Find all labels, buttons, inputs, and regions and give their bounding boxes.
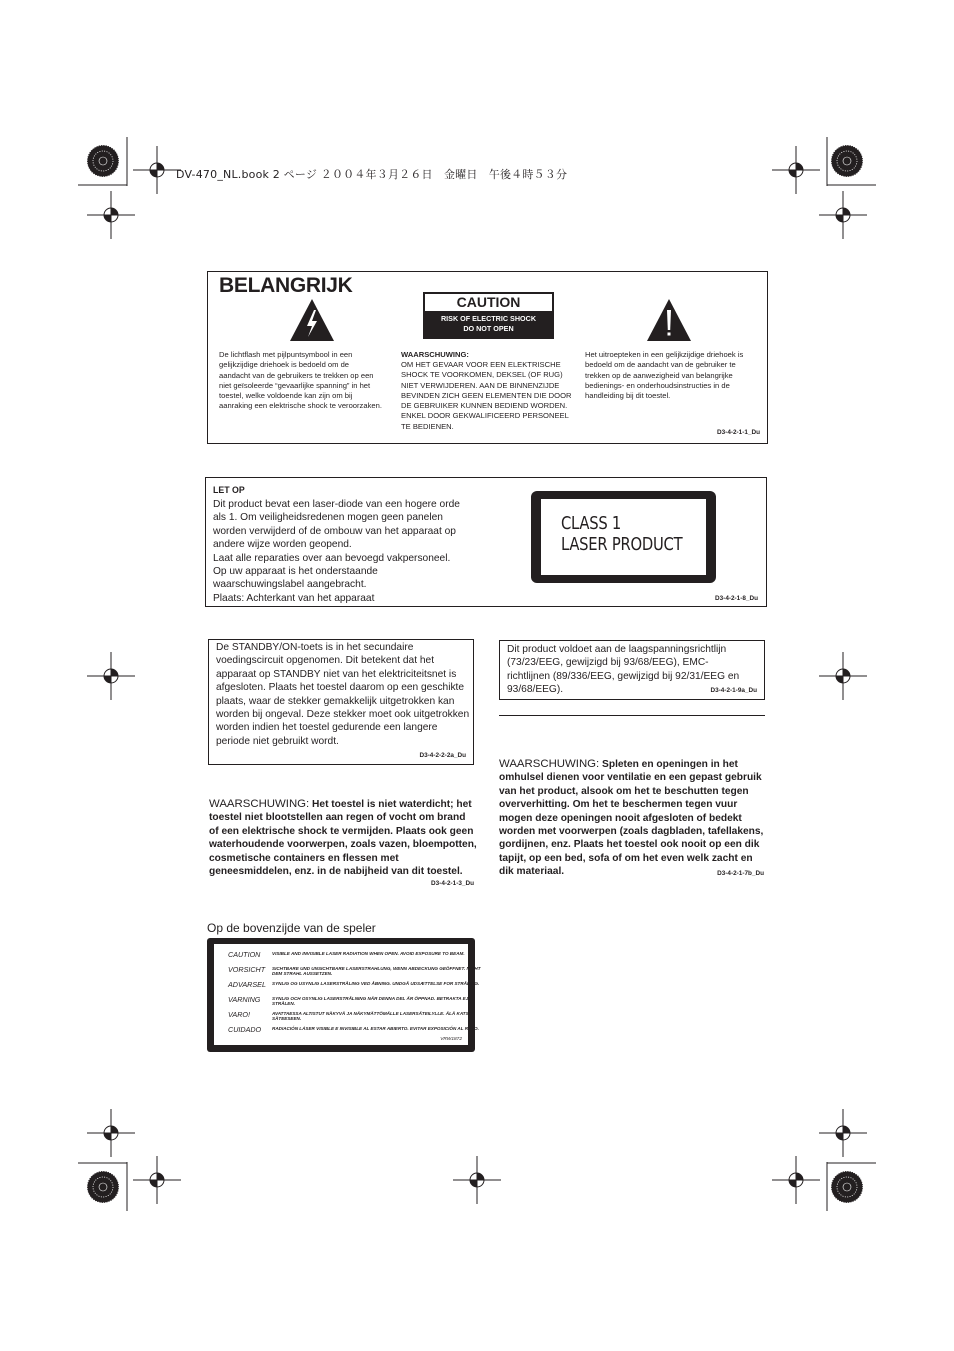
warning-row-label: VARNING	[228, 995, 261, 1004]
let-op-box	[205, 477, 767, 607]
vent-warning-heading: WAARSCHUWING:	[499, 758, 600, 770]
vent-warning-text: Spleten en openingen in het omhulsel dienen voor ventilatie en een gepast gebruik van het product, alsook om het te beschutten tegen oververhitting. Om het te beschermen tegen vuur mogen deze openingen nooit afgesloten of bedekt worden met voorwerpen (zoals dagbladen, tafellakens, gordijnen, enz. Plaats het toestel ook nooit op een dik tapijt, op een bed, sofa of om het even welk zacht en dik materiaal.	[499, 759, 764, 878]
top-laser-warning-label	[207, 938, 481, 1052]
let-op-line: Op uw apparaat is het onderstaande	[213, 566, 378, 578]
vent-warning	[499, 758, 765, 879]
warning-row-label: ADVARSEL	[228, 980, 266, 989]
warning-row	[228, 1025, 479, 1039]
waarschuwing-heading: WAARSCHUWING:	[401, 350, 469, 359]
exclamation-explanation: Het uitroepteken in een gelijkzijdige driehoek is bedoeld om de aandacht van de gebruiker te trekken op de aanwezigheid van belangrijke bedienings- en onderhoudsinstructies in de handleiding bij dit toestel.	[585, 350, 744, 401]
caution-label-line1: RISK OF ELECTRIC SHOCK	[440, 314, 537, 323]
class1-laser-label-inner	[541, 499, 706, 575]
warning-row	[228, 950, 474, 964]
let-op-line: als 1. Om veiligheidsredenen mogen geen panelen	[213, 512, 443, 524]
caution-label	[423, 292, 554, 339]
top-laser-warning-label-inner	[214, 944, 481, 1045]
let-op-line: Plaats: Achterkant van het apparaat	[213, 592, 375, 604]
lightning-explanation: De lichtflash met pijlpuntsymbool in een gelijkzijdige driehoek is bedoeld om de aandacht van de gebruikers te trekken op een niet geïsoleerde “gevaarlijke spanning” in het toestel, welke voldoende kan zijn om bij aanraking een elektrische shock te veroorzaken.	[219, 350, 382, 411]
water-warning	[209, 798, 477, 887]
shock-warning-text: OM HET GEVAAR VOOR EEN ELEKTRISCHE SHOCK TE VOORKOMEN, DEKSEL (OF RUG) NIET VERWIJDEREN. AAN DE BINNENZIJDE BEVINDEN ZICH GEEN ELEMENTEN DIE DOOR DE GEBRUIKER KUNNEN BEDIEND WORDEN. ENKEL DOOR GEKWALIFICEERD PERSONEEL TE BEDIENEN.	[401, 360, 572, 431]
let-op-line: andere wijze worden geopend.	[213, 539, 352, 551]
column-divider	[499, 715, 765, 716]
caution-label-title: CAUTION	[425, 294, 552, 311]
standby-code: D3-4-2-2-2a_Du	[419, 752, 466, 759]
top-label-caption: Op de bovenzijde van de speler	[207, 921, 376, 935]
richtlijn-box	[499, 640, 765, 700]
page-header: DV-470_NL.book 2 ページ ２００４年３月２６日 金曜日 午後４時５３分	[176, 168, 568, 181]
water-warning-text: Het toestel is niet waterdicht; het toestel niet blootstellen aan regen of vocht om brand of een elektrische shock te vermijden. Plaats ook geen waterhoudende voorwerpen, zoals vazen, bloempotten, cosmetische containers en flessen met geneesmiddelen, enz. in de nabijheid van dit toestel.	[209, 799, 477, 878]
water-warning-code: D3-4-2-1-3_Du	[431, 880, 474, 888]
belangrijk-box	[207, 271, 768, 444]
let-op-body	[213, 498, 513, 605]
warning-row	[228, 980, 480, 994]
class1-line2: LASER PRODUCT	[561, 534, 683, 555]
warning-row-label: CAUTION	[228, 950, 261, 959]
let-op-heading: LET OP	[213, 485, 245, 495]
class1-line1: CLASS 1	[561, 513, 622, 534]
richtlijn-code: D3-4-2-1-9a_Du	[710, 687, 757, 694]
warning-row-label: VARO!	[228, 1010, 250, 1019]
warning-row-text: AVATTAESSA ALTISTUT NÄKYVÄ JA NÄKYMÄTTÖMÄLLE LASERSÄTEILYLLE. ÄLÄ KATSO SÄTEESEEN.	[272, 1011, 473, 1022]
let-op-line: Dit product bevat een laser-diode van een hogere orde	[213, 499, 460, 510]
water-warning-heading: WAARSCHUWING:	[209, 798, 310, 810]
standby-box	[208, 639, 474, 765]
warning-row	[228, 995, 474, 1009]
warning-row	[228, 1010, 474, 1024]
warning-row	[228, 965, 481, 979]
vent-warning-code: D3-4-2-1-7b_Du	[717, 869, 764, 877]
exclamation-warning-icon	[645, 297, 693, 343]
warning-row-label: VORSICHT	[228, 965, 266, 974]
let-op-line: worden verwijderd of de ombouw van het apparaat op	[213, 525, 456, 537]
let-op-code: D3-4-2-1-8_Du	[715, 595, 758, 602]
let-op-line: waarschuwingslabel aangebracht.	[213, 579, 367, 591]
belangrijk-code: D3-4-2-1-1_Du	[717, 429, 760, 436]
warning-row-text: SICHTBARE UND UNSICHTBARE LASERSTRAHLUNG, WENN ABDECKUNG GEÖFFNET. NICHT DEM STRAHL AUSSETZEN.	[272, 966, 481, 977]
warning-row-label: CUIDADO	[228, 1025, 262, 1034]
top-label-code: VRW1872	[440, 1037, 462, 1042]
belangrijk-title: BELANGRIJK	[219, 274, 353, 297]
class1-laser-label	[531, 491, 716, 583]
lightning-warning-icon	[288, 297, 336, 343]
warning-row-text: RADIACIÓN LÁSER VISIBLE E INVISIBLE AL ESTAR ABIERTO. EVITAR EXPOSICIÓN AL RAYO.	[272, 1026, 479, 1031]
standby-text: De STANDBY/ON-toets is in het secundaire voedingscircuit opgenomen. Dit betekent dat het apparaat op STANDBY niet van het elektriciteitsnet is afgesloten. Plaats het toestel daarom op een geschikte plaats, waar de stekker gemakkelijk uitgetrokken kan worden bij ongeval. Deze stekker moet ook uitgetrokken worden indien het toestel gedurende een langere periode niet gebruikt wordt.	[216, 642, 470, 747]
warning-row-text: SYNLIG OCH OSYNLIG LASERSTRÅLNING NÄR DENNA DEL ÄR ÖPPNAD. BETRAKTA EJ STRÅLEN.	[272, 996, 469, 1007]
warning-row-text: SYNLIG OG USYNLIG LASERSTRÅLING VED ÅBNING. UNDGÅ UDSÆTTELSE FOR STRÅLING.	[272, 981, 480, 986]
let-op-line: Laat alle reparaties over aan bevoegd vakpersoneel.	[213, 552, 451, 564]
starburst-mark-top-left	[87, 145, 119, 177]
richtlijn-text: Dit product voldoet aan de laagspanningsrichtlijn (73/23/EEG, gewijzigd bij 93/68/EEG), EMC-richtlijnen (89/336/EEG, gewijzigd bij 92/31/EEG en 93/68/EEG).	[507, 644, 740, 696]
warning-row-text: VISIBLE AND INVISIBLE LASER RADIATION WHEN OPEN. AVOID EXPOSURE TO BEAM.	[272, 951, 465, 956]
caution-label-line2: DO NOT OPEN	[463, 324, 514, 333]
